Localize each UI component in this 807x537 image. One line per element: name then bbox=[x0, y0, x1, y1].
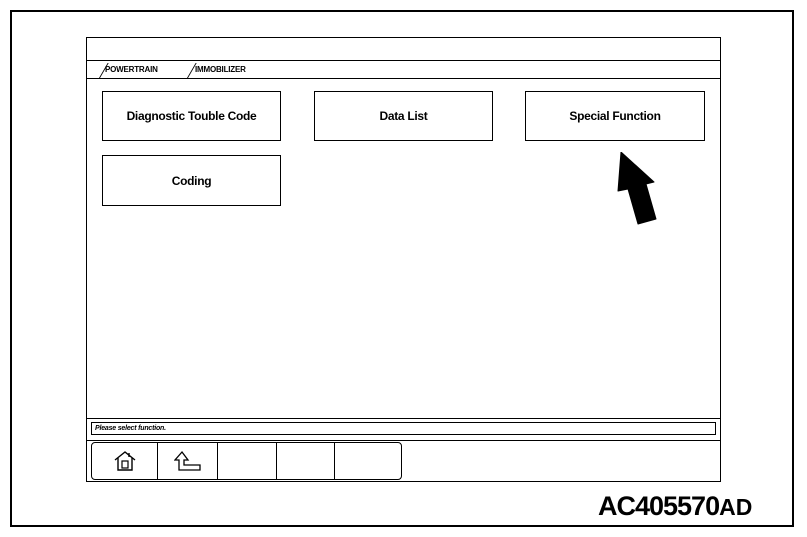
figure-code bbox=[598, 488, 752, 529]
status-divider bbox=[87, 418, 720, 419]
pointer-arrow-icon bbox=[612, 152, 660, 228]
diagnostic-trouble-code-button[interactable] bbox=[102, 91, 281, 141]
scan-tool-screen bbox=[86, 37, 721, 482]
bottom-toolbar bbox=[91, 442, 402, 480]
breadcrumb-item-immobilizer[interactable]: IMMOBILIZER bbox=[195, 65, 246, 74]
figure-code-main: AC405570 bbox=[598, 491, 720, 521]
toolbar-empty-button[interactable] bbox=[277, 443, 335, 479]
breadcrumb-item-powertrain[interactable]: POWERTRAIN bbox=[105, 65, 158, 74]
diagnostic-trouble-code-label: Diagnostic Touble Code bbox=[126, 109, 257, 123]
special-function-button[interactable] bbox=[525, 91, 705, 141]
figure-code-suffix: AD bbox=[719, 494, 753, 520]
breadcrumb-divider bbox=[87, 78, 720, 79]
status-message: Please select function. bbox=[95, 425, 166, 432]
coding-label: Coding bbox=[171, 173, 212, 188]
home-icon bbox=[113, 449, 137, 473]
data-list-button[interactable] bbox=[314, 91, 493, 141]
back-button[interactable] bbox=[158, 443, 218, 479]
header-divider bbox=[87, 60, 720, 61]
toolbar-divider bbox=[87, 440, 720, 441]
home-button[interactable] bbox=[92, 443, 158, 479]
coding-button[interactable] bbox=[102, 155, 281, 206]
back-icon bbox=[174, 450, 202, 472]
status-bar bbox=[91, 422, 716, 435]
toolbar-empty-button[interactable] bbox=[335, 443, 393, 479]
toolbar-empty-button[interactable] bbox=[218, 443, 277, 479]
data-list-label: Data List bbox=[379, 109, 428, 123]
special-function-label: Special Function bbox=[569, 109, 661, 123]
